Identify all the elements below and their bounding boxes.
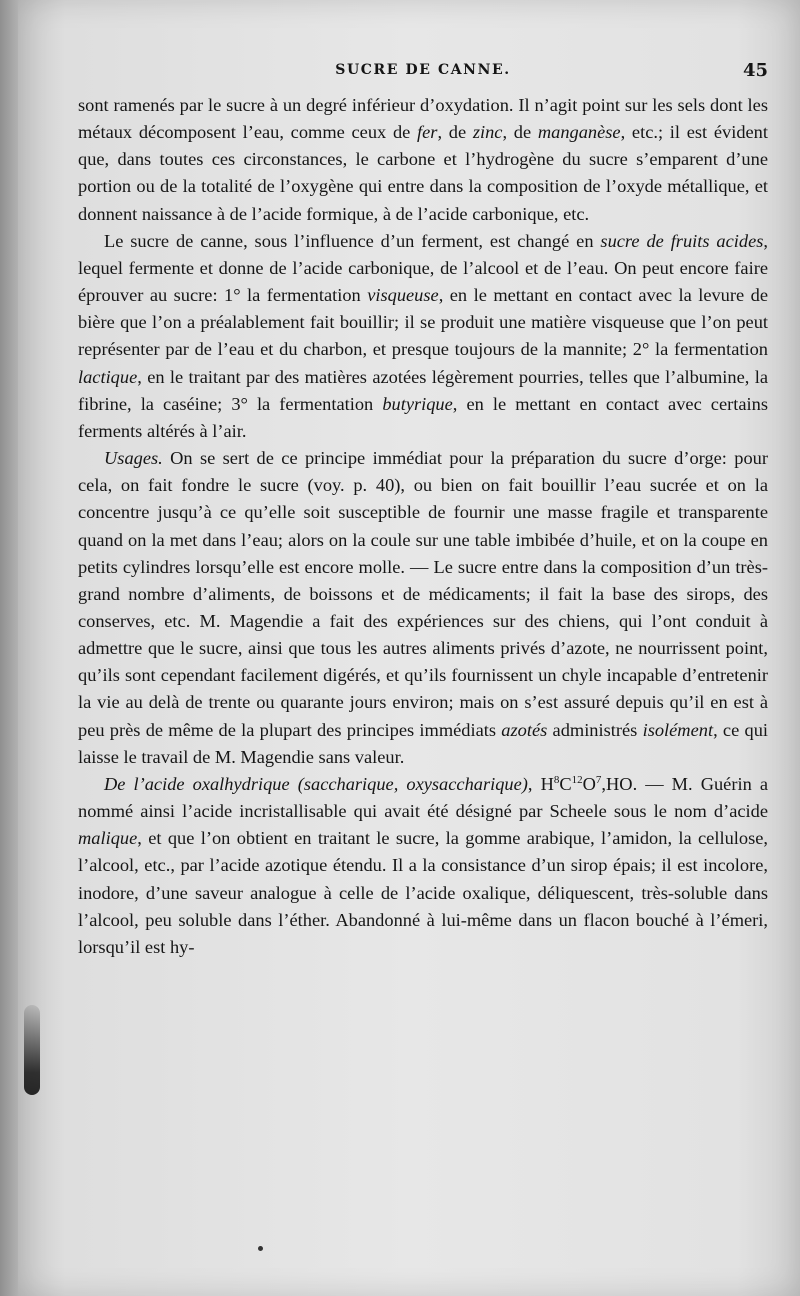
text-run: O bbox=[582, 773, 596, 794]
italic-text-run: azotés bbox=[501, 719, 548, 740]
text-run: , et que l’on obtient en traitant le sucre, la gomme arabique, l’amidon, la cellulose, l’alcool, etc., par l’acide azotique étendu. Il a la consistance d’un sirop épais; il est incolore, inodore, d’une saveur analogue à celle de l’acide oxalique, déliquescent, très-soluble dans l’alcool, peu soluble dans l’éther. Abandonné à lui-même dans un flacon bouché à l’émeri, lorsqu’il est hy- bbox=[78, 828, 768, 957]
text-run: , en le mettant en contact avec la levure de bière que l’on a préalablement fait bouillir; il se produit une matière visqueuse que l’on peut représenter par de l’eau et du charbon, et presque toujours de la mannite; 2° la fermentation bbox=[78, 285, 768, 360]
italic-text-run: visqueuse bbox=[367, 285, 439, 306]
paragraph bbox=[78, 445, 768, 771]
text-run: , etc.; il est évident que, dans toutes ces circonstances, le carbone et l’hydrogène du sucre s’emparent d’une portion ou de la totalité de l’oxygène qui entre dans la composition de l’oxyde métallique, et donnent naissance à de l’acide formique, à de l’acide carbonique, etc. bbox=[78, 122, 768, 224]
text-run: , ce qui laisse le travail de M. Magendie sans valeur. bbox=[78, 719, 768, 767]
formula-superscript: 7 bbox=[595, 773, 602, 786]
italic-text-run: manganèse bbox=[537, 122, 621, 143]
text-run: administrés bbox=[547, 719, 643, 740]
paragraph bbox=[78, 228, 768, 445]
page-number: 45 bbox=[742, 60, 768, 81]
italic-text-run: zinc bbox=[472, 122, 503, 143]
text-run: , H bbox=[527, 773, 554, 794]
paragraph bbox=[78, 771, 768, 961]
running-head: SUCRE DE CANNE. bbox=[335, 62, 511, 78]
text-run: , lequel fermente et donne de l’acide carbonique, de l’alcool et de l’eau. On peut encore faire éprouver au sucre: 1° la fermentation bbox=[78, 230, 768, 306]
italic-text-run: butyrique bbox=[382, 393, 453, 414]
text-run: , de bbox=[437, 122, 473, 143]
text-run: Le sucre de canne, sous l’influence d’un ferment, est changé en bbox=[104, 230, 601, 251]
paragraph bbox=[78, 92, 768, 228]
text-run: On se sert de ce principe immédiat pour la préparation du sucre d’orge: pour cela, on fait fondre le sucre (voy. p. 40), ou bien on fait bouillir l’eau sucrée et on la concentre jusqu’à ce qu’elle soit susceptible de fournir une masse fragile et transparente quand on la met dans l’eau; alors on la coule sur une table imbibée d’huile, et on la coupe en petits cylindres lorsqu’elle est encore molle. — Le sucre entre dans la composition d’un très-grand nombre d’aliments, de boissons et de médicaments; il fait la base des sirops, des conserves, etc. M. Magendie a fait des expériences sur des chiens, qui l’ont conduit à admettre que le sucre, ainsi que tous les autres aliments privés d’azote, ne nourrissent point, qu’ils sont cependant facilement digérés, et qu’ils fournissent un chyle incapable d’entretenir la vie au delà de trente ou quarante jours environ; mais on s’est assuré depuis qu’il en est à peu près de même de la plupart des principes immédiats bbox=[78, 448, 768, 740]
ink-speck bbox=[258, 1246, 263, 1251]
text-run: , en le traitant par des matières azotées légèrement pourries, telles que l’albumine, la fibrine, la caséine; 3° la fermentation bbox=[78, 366, 768, 414]
text-run: sont ramenés par le sucre à un degré inférieur d’oxydation. Il n’agit point sur les sels dont les métaux décomposent l’eau, comme ceux de bbox=[78, 95, 768, 143]
italic-text-run: Usages. bbox=[104, 448, 163, 469]
italic-text-run: isolément bbox=[642, 719, 714, 740]
page-header bbox=[78, 62, 768, 86]
page-body bbox=[78, 92, 768, 961]
ink-smudge-mark bbox=[24, 1005, 40, 1095]
italic-text-run: fer bbox=[417, 122, 438, 143]
text-run: , de bbox=[502, 122, 538, 143]
italic-text-run: malique bbox=[78, 828, 138, 849]
text-run: C bbox=[559, 773, 572, 794]
formula-superscript: 12 bbox=[571, 773, 583, 786]
book-page bbox=[18, 0, 800, 1296]
italic-text-run: lactique bbox=[78, 366, 138, 387]
text-run: , en le mettant en contact avec certains ferments altérés à l’air. bbox=[78, 393, 768, 441]
italic-text-run: sucre de fruits acides bbox=[600, 230, 764, 251]
text-run: ,HO. — M. Guérin a nommé ainsi l’acide incristallisable qui avait été désigné par Scheele sous le nom d’acide bbox=[78, 773, 768, 822]
italic-text-run: De l’acide oxalhydrique (saccharique, oxysaccharique) bbox=[104, 773, 528, 794]
formula-superscript: 8 bbox=[553, 773, 560, 786]
